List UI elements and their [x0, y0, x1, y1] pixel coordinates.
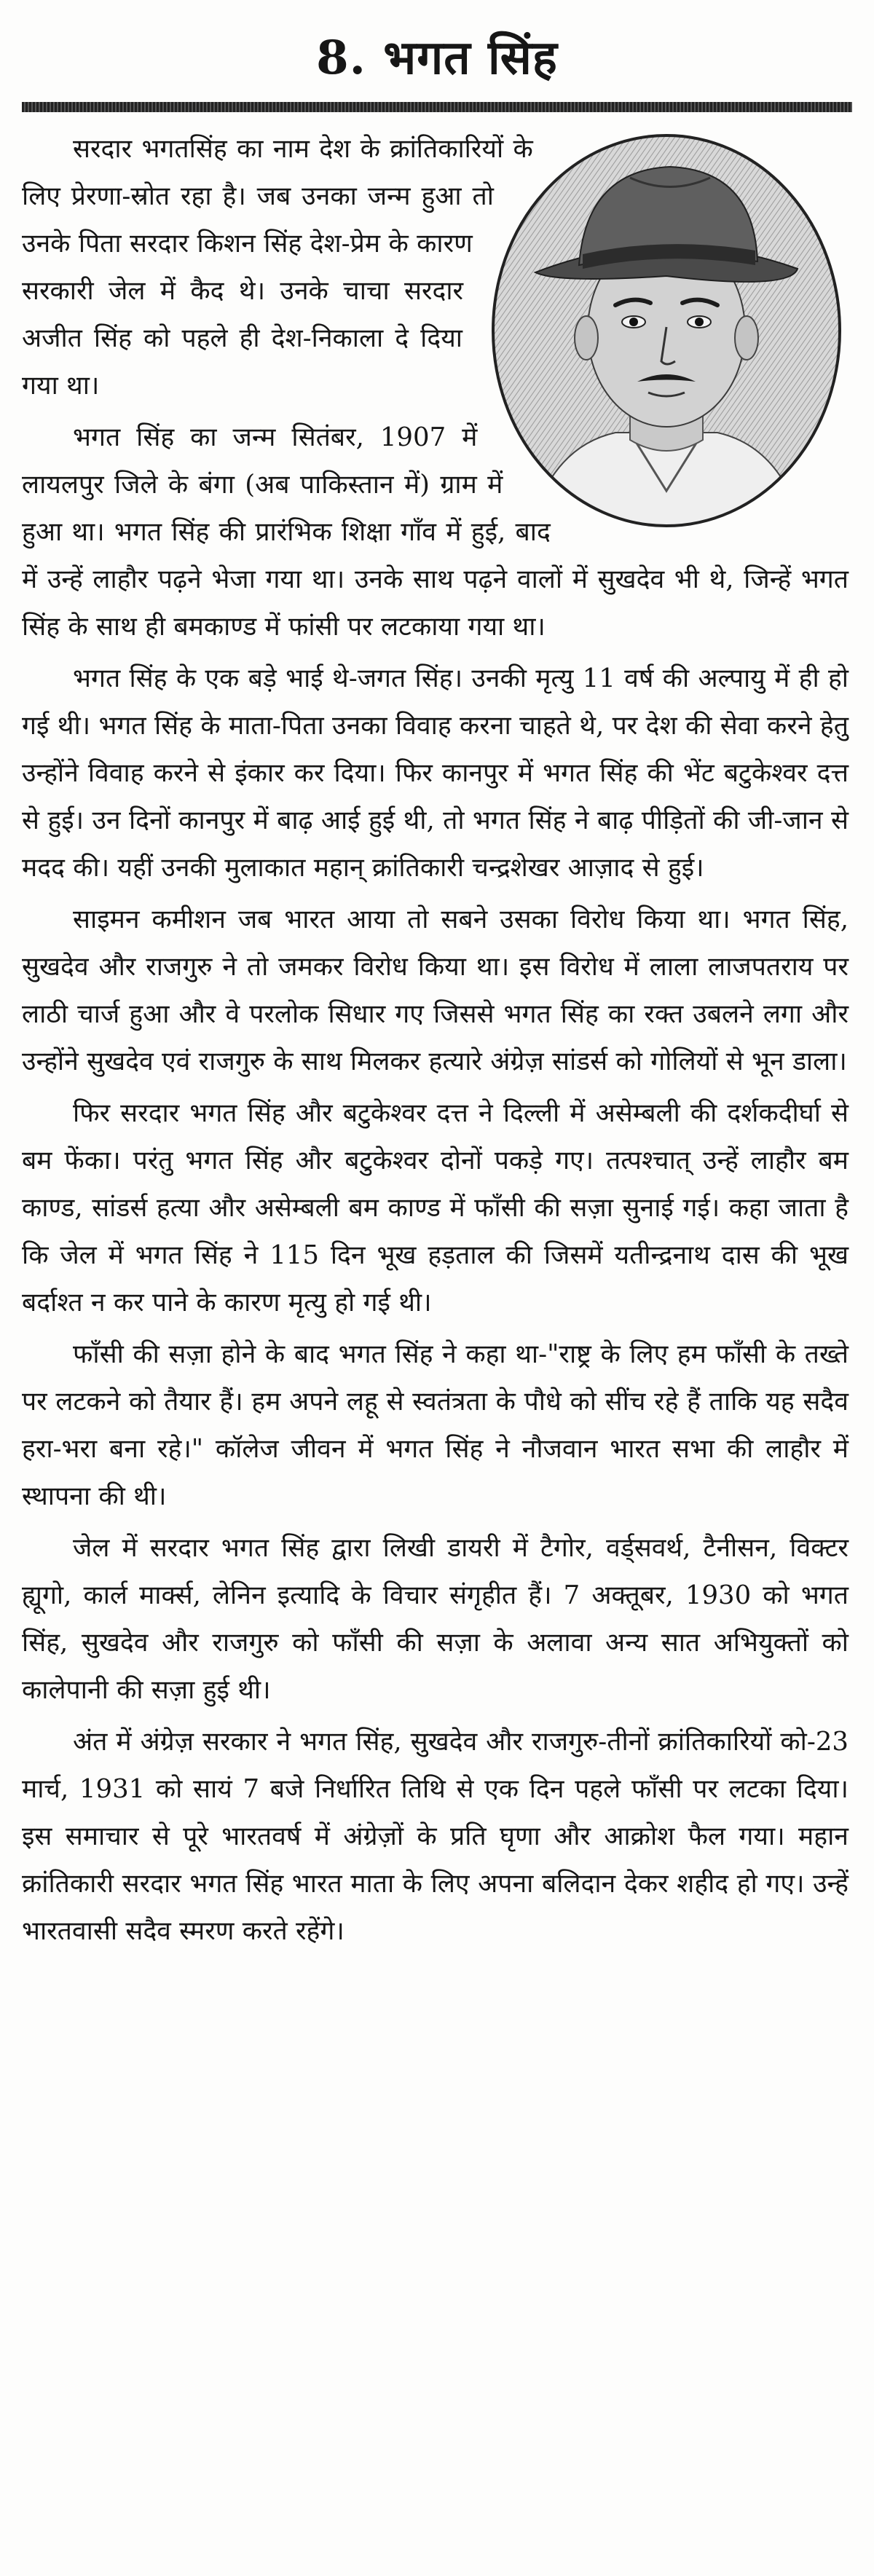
page-title: 8. भगत सिंह [316, 31, 558, 85]
paragraph-1-text: सरदार भगतसिंह का नाम देश के क्रांतिकारियों के लिए प्रेरणा-स्रोत रहा है। जब उनका जन्म हुआ तो उनके पिता सरदार किशन सिंह देश-प्रेम के कारण सरकारी जेल में कैद थे। उनके चाचा सरदार अजीत सिंह को पहले ही देश-निकाला दे दिया गया था। [22, 134, 533, 401]
paragraph-2: भगत सिंह का जन्म सितंबर, 1907 में लायलपुर जिले के बंगा (अब पाकिस्तान में) ग्राम में हुआ था। भगत सिंह की प्रारंभिक शिक्षा गाँव में हुई, बाद में उन्हें लाहौर पढ़ने भेजा गया था। उनके साथ पढ़ने वालों में सुखदेव भी थे, जिन्हें भगत सिंह के साथ ही बमकाण्ड में फांसी पर लटकाया गया था। [22, 422, 849, 642]
paragraph-5: फिर सरदार भगत सिंह और बटुकेश्वर दत्त ने दिल्ली में असेम्बली की दर्शकदीर्घा से बम फेंका। परंतु भगत सिंह और बटुकेश्वर दोनों पकड़े गए। तत्पश्चात् उन्हें लाहौर बम काण्ड, सांडर्स हत्या और असेम्बली बम काण्ड में फाँसी की सज़ा सुनाई गई। कहा जाता है कि जेल में भगत सिंह ने 115 दिन भूख हड़ताल की जिसमें यतीन्द्रनाथ दास की भूख बर्दाश्त न कर पाने के कारण मृत्यु हो गई थी। [22, 1098, 849, 1317]
paragraph-4: साइमन कमीशन जब भारत आया तो सबने उसका विरोध किया था। भगत सिंह, सुखदेव और राजगुरु ने तो जमकर विरोध किया था। इस विरोध में लाला लाजपतराय पर लाठी चार्ज हुआ और वे परलोक सिधार गए जिससे भगत सिंह का रक्त उबलने लगा और उन्होंने सुखदेव एवं राजगुरु के साथ मिलकर हत्यारे अंग्रेज़ सांडर्स को गोलियों से भून डाला। [22, 905, 849, 1076]
paragraph-8: अंत में अंग्रेज़ सरकार ने भगत सिंह, सुखदेव और राजगुरु-तीनों क्रांतिकारियों को-23 मार्च, 1931 को सायं 7 बजे निर्धारित तिथि से एक दिन पहले फाँसी पर लटका दिया। इस समाचार से पूरे भारतवर्ष में अंग्रेज़ों के प्रति घृणा और आक्रोश फैल गया। महान क्रांतिकारी सरदार भगत सिंह भारत माता के लिए अपना बलिदान देकर शहीद हो गए। उन्हें भारतवासी सदैव स्मरण करते रहेंगे। [22, 1727, 849, 1946]
title-divider [22, 102, 852, 112]
portrait-illustration [484, 127, 849, 535]
paragraph-7: जेल में सरदार भगत सिंह द्वारा लिखी डायरी में टैगोर, वर्ड्सवर्थ, टैनीसन, विक्टर ह्यूगो, कार्ल मार्क्स, लेनिन इत्यादि के विचार संगृहीत हैं। 7 अक्तूबर, 1930 को भगत सिंह, सुखदेव और राजगुरु को फाँसी की सज़ा के अलावा अन्य सात अभियुक्तों को कालेपानी की सज़ा हुई थी। [22, 1533, 849, 1705]
article-body [22, 125, 849, 1959]
paragraph-1 [22, 125, 849, 409]
bhagat-singh-portrait [484, 127, 849, 535]
paragraph-3: भगत सिंह के एक बड़े भाई थे-जगत सिंह। उनकी मृत्यु 11 वर्ष की अल्पायु में ही हो गई थी। भगत सिंह के माता-पिता उनका विवाह करना चाहते थे, पर देश की सेवा करने हेतु उन्होंने विवाह करने से इंकार कर दिया। फिर कानपुर में भगत सिंह की भेंट बटुकेश्वर दत्त से हुई। उन दिनों कानपुर में बाढ़ आई हुई थी, तो भगत सिंह ने बाढ़ पीड़ितों की जी-जान से मदद की। यहीं उनकी मुलाकात महान् क्रांतिकारी चन्द्रशेखर आज़ाद से हुई। [22, 663, 849, 883]
paragraph-6: फाँसी की सज़ा होने के बाद भगत सिंह ने कहा था-"राष्ट्र के लिए हम फाँसी के तख्ते पर लटकने को तैयार हैं। हम अपने लहू से स्वतंत्रता के पौधे को सींच रहे हैं ताकि यह सदैव हरा-भरा बना रहे।" कॉलेज जीवन में भगत सिंह ने नौजवान भारत सभा की लाहौर में स्थापना की थी। [22, 1339, 849, 1511]
